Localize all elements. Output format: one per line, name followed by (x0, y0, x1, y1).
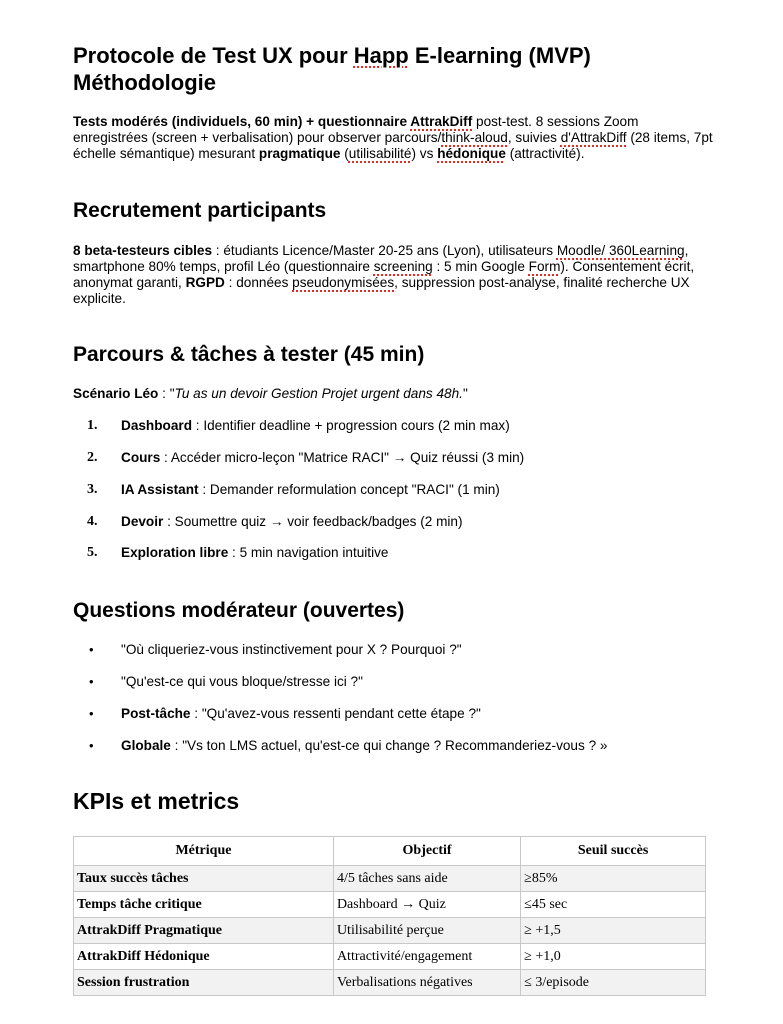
list-number: 5. (87, 545, 98, 560)
bullet-icon: • (89, 738, 94, 753)
bold-text: RGPD (185, 275, 225, 290)
text: (28 items, 7pt échelle sémantique) mesurant (73, 130, 713, 161)
objective-cell: Utilisabilité perçue (333, 918, 520, 944)
question-text: : "Qu'avez-vous ressenti pendant cette étape ?" (190, 706, 481, 721)
metric-cell: Session frustration (74, 970, 334, 996)
list-number: 1. (87, 418, 98, 433)
spellcheck-word[interactable]: Moodle/ 360Learning (556, 243, 685, 258)
column-header-objectif: Objectif (333, 837, 520, 866)
task-label: Exploration libre (121, 545, 229, 560)
text: ). Consentement écrit, anonymat garanti, (73, 259, 695, 290)
list-number: 2. (87, 450, 98, 465)
objective-cell: Verbalisations négatives (333, 970, 520, 996)
scenario-label: Scénario Léo (73, 386, 159, 401)
spellcheck-word[interactable]: utilisabilité (348, 146, 412, 161)
question-text: : "Vs ton LMS actuel, qu'est-ce qui change ? Recommanderiez-vous ? » (170, 738, 608, 753)
table-row (74, 892, 706, 918)
tasks-heading: Parcours & tâches à tester (45 min) (73, 343, 425, 366)
task-text: : 5 min navigation intuitive (228, 545, 389, 560)
bold-text: Tests modérés (individuels, 60 min) + questionnaire (73, 114, 411, 129)
spellcheck-word[interactable]: hédonique (437, 146, 506, 161)
task-text: : Demander reformulation concept "RACI" (1 min) (198, 482, 500, 497)
question-text: "Qu'est-ce qui vous bloque/stresse ici ?" (121, 674, 363, 689)
metric-cell: Taux succès tâches (74, 866, 334, 892)
spellcheck-word[interactable]: Happ (353, 43, 409, 68)
text: post-test. 8 sessions Zoom enregistrées (screen + verbalisation) pour observer parcours/ (73, 114, 639, 145)
spellcheck-word[interactable]: d'AttrakDiff (560, 130, 627, 145)
spellcheck-word[interactable]: think-aloud (441, 130, 508, 145)
question-text: "Où cliqueriez-vous instinctivement pour X ? Pourquoi ?" (121, 642, 462, 657)
document-title (73, 42, 733, 96)
text: ( (340, 146, 349, 161)
objective-cell: Attractivité/engagement (333, 944, 520, 970)
text: : 5 min Google (432, 259, 529, 274)
spellcheck-word[interactable]: pseudonymisées (292, 275, 395, 290)
metric-cell: Temps tâche critique (74, 892, 334, 918)
text: : étudiants Licence/Master 20-25 ans (Lyon), utilisateurs (212, 243, 557, 258)
scenario-line (73, 386, 468, 401)
bold-text: pragmatique (258, 146, 341, 161)
threshold-cell: ≤ 3/episode (521, 970, 706, 996)
bold-text: 8 beta-testeurs cibles (73, 243, 213, 258)
bullet-icon: • (89, 706, 94, 721)
title-text: Protocole de Test UX pour (73, 43, 354, 68)
text: : données (224, 275, 293, 290)
text: " (462, 386, 468, 401)
objective-cell: Dashboard → Quiz (333, 892, 520, 918)
bullet-icon: • (89, 674, 94, 689)
kpis-heading: KPIs et metrics (73, 788, 240, 814)
metric-cell: AttrakDiff Hédonique (74, 944, 334, 970)
methodology-heading: Méthodologie (73, 70, 216, 95)
recruitment-heading: Recrutement participants (73, 199, 327, 222)
question-label: Post-tâche (121, 706, 191, 721)
table-row (74, 866, 706, 892)
task-text: : Soumettre quiz → voir feedback/badges (2 min) (163, 514, 463, 529)
text: (attractivité). (505, 146, 585, 161)
spellcheck-word[interactable]: Form (528, 259, 561, 274)
kpi-table (73, 836, 706, 996)
task-label: IA Assistant (121, 482, 199, 497)
table-row (74, 944, 706, 970)
threshold-cell: ≥ +1,0 (521, 944, 706, 970)
spellcheck-word[interactable]: AttrakDiff (410, 114, 473, 129)
task-label: Cours (121, 450, 161, 465)
table-row (74, 918, 706, 944)
column-header-metrique: Métrique (74, 837, 334, 866)
methodology-paragraph (73, 114, 713, 162)
task-text: : Accéder micro-leçon "Matrice RACI" → Quiz réussi (3 min) (160, 450, 525, 465)
questions-heading: Questions modérateur (ouvertes) (73, 599, 405, 622)
text: , smartphone 80% temps, profil Léo (questionnaire (73, 243, 689, 274)
metric-cell: AttrakDiff Pragmatique (74, 918, 334, 944)
text: : " (158, 386, 175, 401)
list-number: 3. (87, 482, 98, 497)
table-row (74, 970, 706, 996)
spellcheck-word[interactable]: screening (373, 259, 433, 274)
threshold-cell: ≥85% (521, 866, 706, 892)
table-header-row (74, 837, 706, 866)
threshold-cell: ≤45 sec (521, 892, 706, 918)
question-label: Globale (121, 738, 171, 753)
threshold-cell: ≥ +1,5 (521, 918, 706, 944)
text: , suppression post-analyse, finalité recherche UX explicite. (73, 275, 690, 306)
recruitment-paragraph (73, 243, 713, 307)
bullet-icon: • (89, 642, 94, 657)
column-header-seuil: Seuil succès (521, 837, 706, 866)
title-text: E-learning (MVP) (408, 43, 591, 68)
scenario-text: Tu as un devoir Gestion Projet urgent dans 48h. (174, 386, 463, 401)
text: , suivies (507, 130, 561, 145)
list-number: 4. (87, 514, 98, 529)
task-label: Dashboard (121, 418, 193, 433)
objective-cell: 4/5 tâches sans aide (333, 866, 520, 892)
text: ) vs (411, 146, 438, 161)
task-text: : Identifier deadline + progression cours (2 min max) (192, 418, 510, 433)
task-label: Devoir (121, 514, 164, 529)
